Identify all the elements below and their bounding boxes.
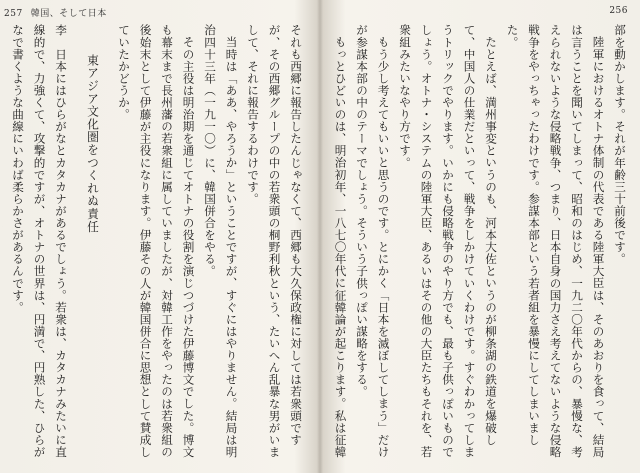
running-head-title: 韓国、そして日本 [30, 9, 107, 19]
paragraph: たとえば、満州事変というのも、河本大佐というのが柳条湖の鉄道を爆破して、中国人の仕業だといって、戦争をしかけていくわけです。すぐわかってしまうトリックでやります。いかにも侵略戦争のやり方でも、最も子供っぽいものでしょう。オトナ・システムの陸軍大臣、あるいはその他の大臣たちもそれを、若衆組みたいなやり方です。 [398, 24, 498, 458]
right-page [322, 0, 640, 473]
right-page-body [328, 24, 630, 460]
paragraph: もっとひどいのは、明治初年、一八七〇年代に征韓論が起こります。私は征韓 [333, 35, 348, 458]
paragraph: それも西郷に報告したんじゃなくて、西郷も大久保政権に対しては若衆頭ですが、その西郷グループの中の若衆頭の桐野利秋という、たいへん乱暴な男がいまして、それに報告するわけです。 [246, 24, 303, 458]
right-page-number: 256 [609, 6, 628, 16]
left-running-head [4, 6, 107, 19]
paragraph [2, 24, 7, 460]
left-page-body [2, 24, 306, 460]
paragraph: 当時は「ああ、やろうか」ということですが、すぐにはやりません。結局は明治四十三年（一九一〇）に、韓国併合をやる。 [203, 24, 239, 458]
left-page-number: 257 [4, 9, 23, 19]
section-heading: 東アジア文化圏をつくれぬ責任 [85, 53, 100, 233]
left-page [0, 0, 318, 473]
paragraph: もう少し考えてもいいと思うのです。とにかく「日本を滅ぼしてしまう」だけが参謀本部の中のテーマでしょう。そういう子供っぽい謀略をする。 [355, 24, 391, 458]
paragraph: 部を動かします。それが年齢三十前後です。 [613, 24, 627, 265]
paragraph: 李 日本にはひらがなとカタカナがあるでしょう。若衆は、カタカナみたいに直線的で、力強くて、攻撃的ですが、オトナの世界は、円満で、円熟した、ひらがなで書くような曲線にいわば柔らかさがあるんです。 [11, 24, 68, 458]
right-running-head [609, 6, 628, 16]
paragraph: 陸軍におけるオトナ体制の代表である陸軍大臣は、そのあおりを食って、結局は言うことを聞いてしまって、昭和のはじめ、一九二〇年代からの、暴慢な、考えられないような侵略戦争、つまり、日本自身の国力さえ考えてないような侵略戦争をやっちゃったわけです。参謀本部という若者組を暴慢にしてしまいました。 [505, 24, 606, 458]
paragraph: その主役は明治期を通じてオトナの役割を演じつづけた伊藤博文でした。博文も幕末まで長州藩の若衆組に属していましたが、対韓工作をやったのは若衆組の後始末として伊藤が主役になります。伊藤その人が韓国併合に思想として賛成していたかどうか。 [117, 24, 196, 458]
